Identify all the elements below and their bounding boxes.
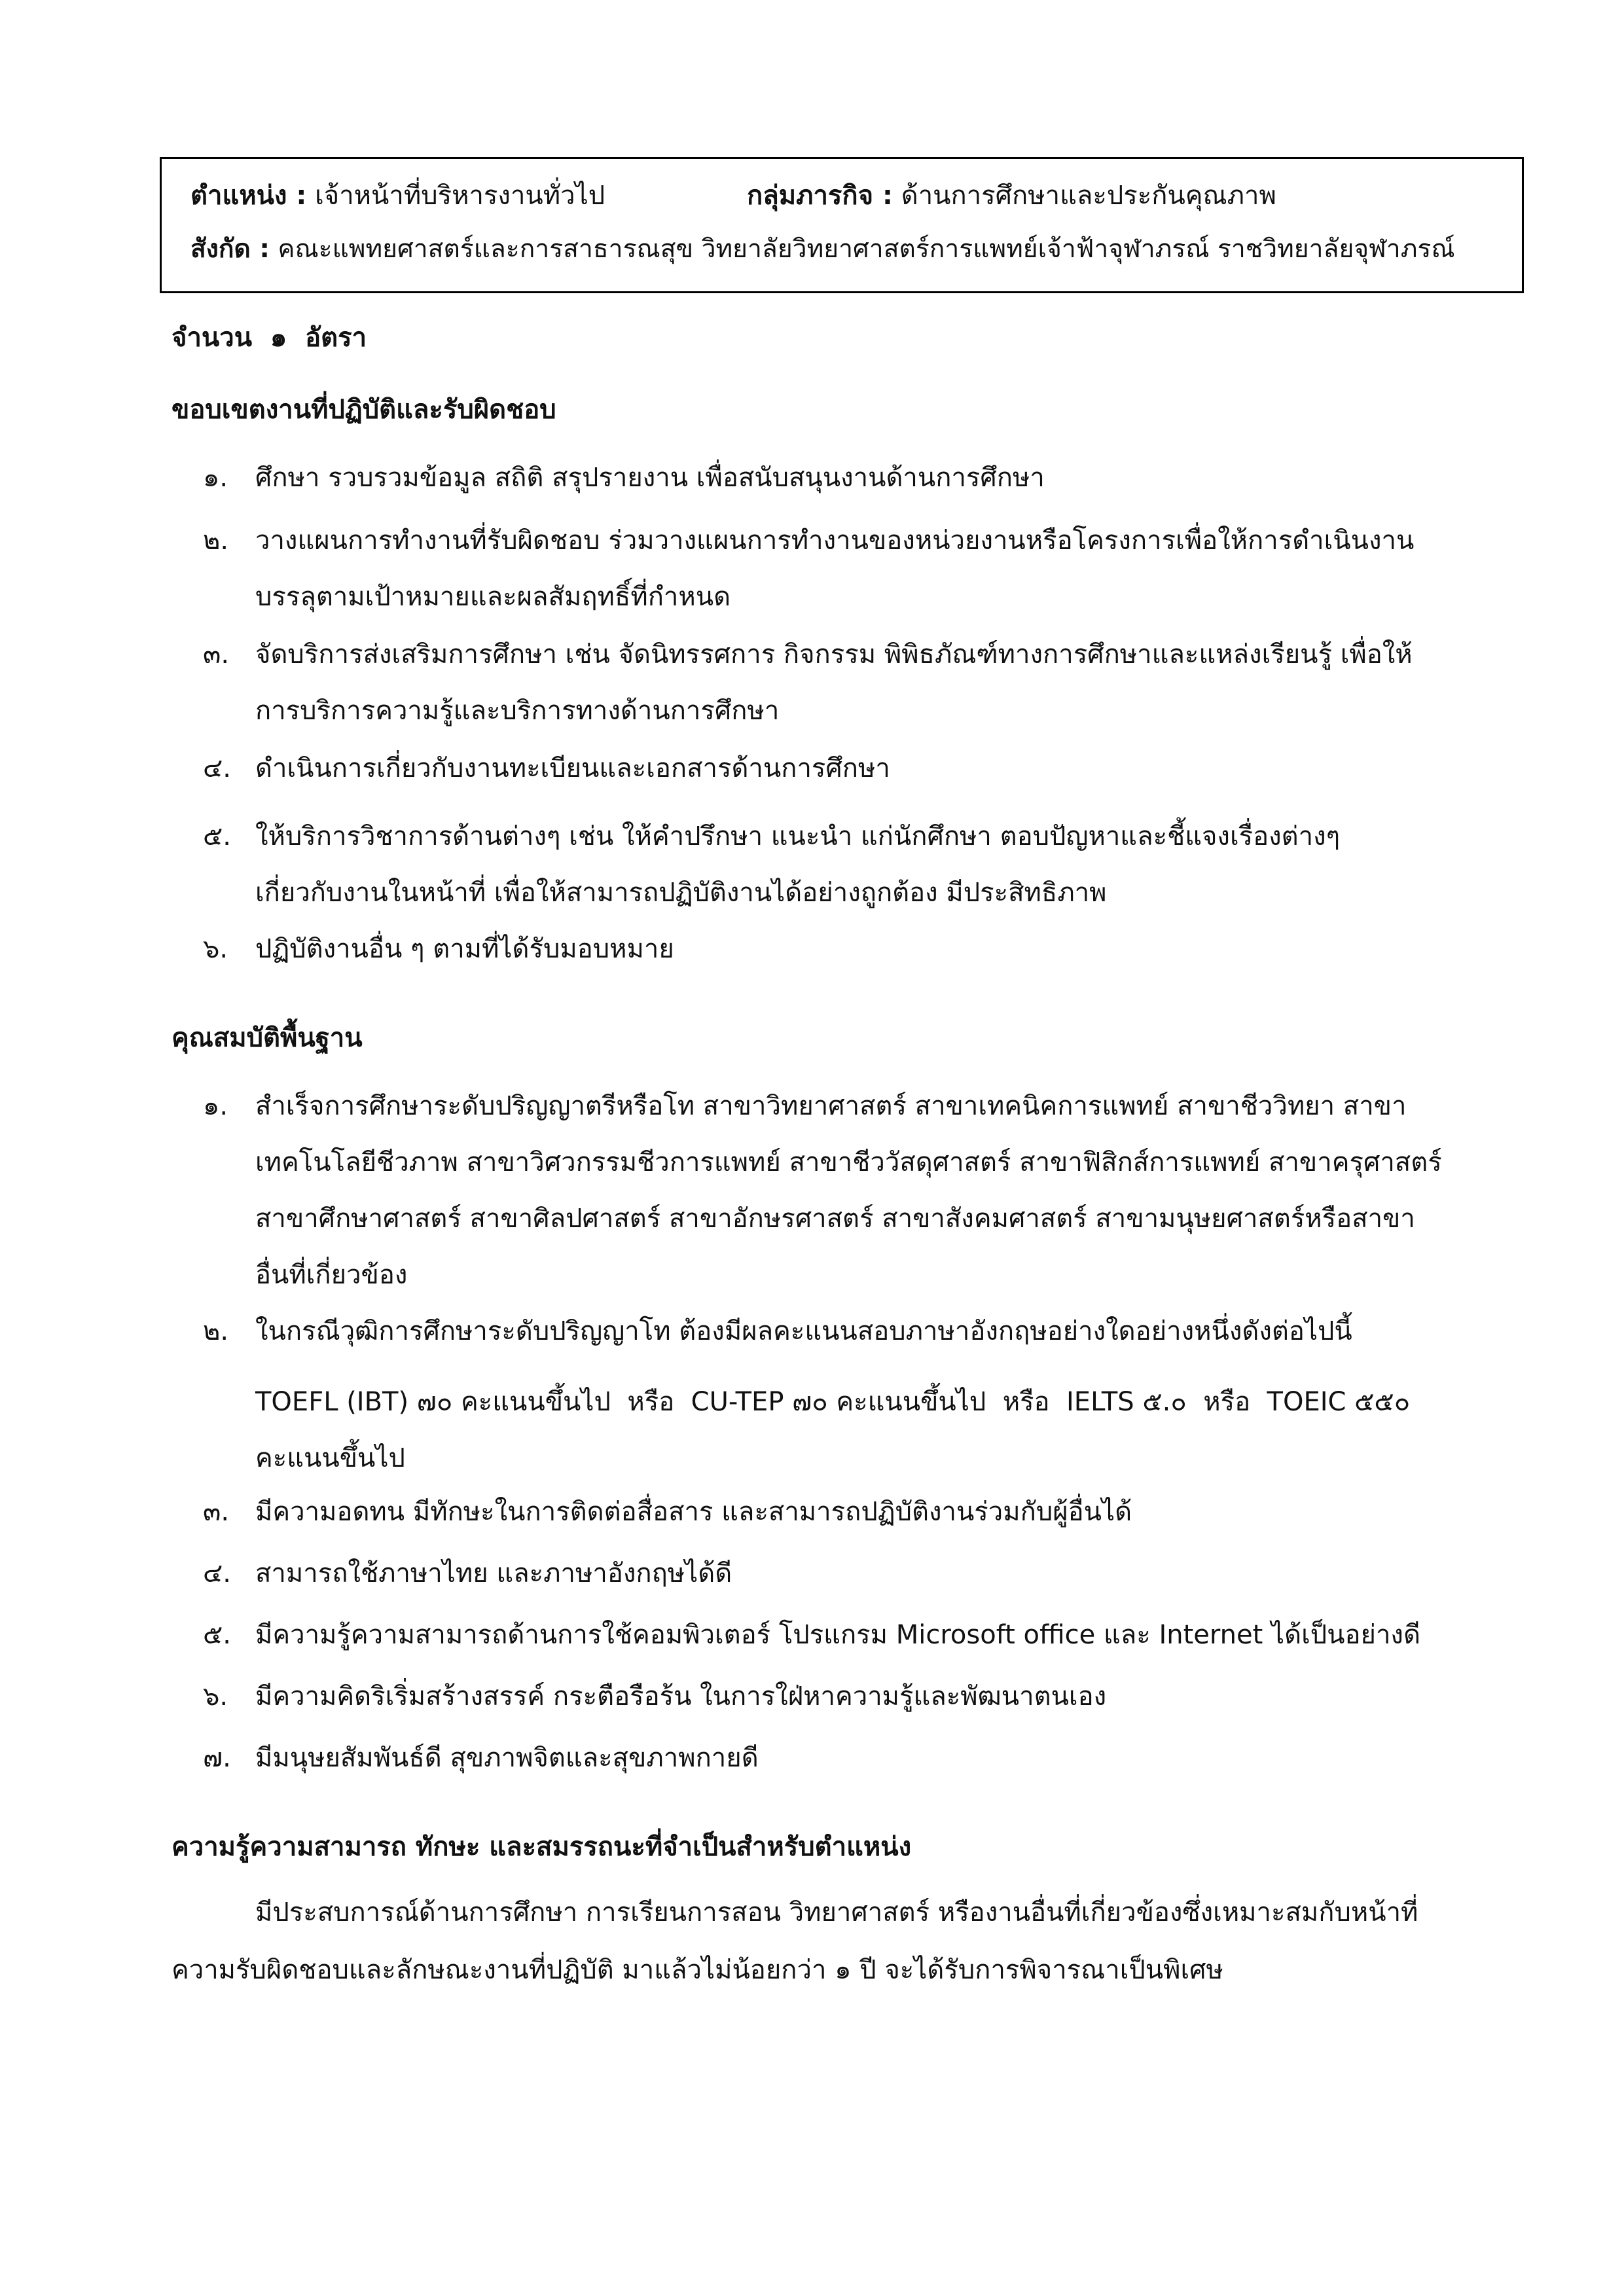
competency-heading: ความรู้ความสามารถ ทักษะ และสมรรถนะที่จำเป็นสำหรับตำแหน่ง (171, 1832, 912, 1862)
group-value: ด้านการศึกษาและประกันคุณภาพ (901, 181, 1276, 211)
qualification-text: สามารถใช้ภาษาไทย และภาษาอังกฤษได้ดี (255, 1558, 732, 1588)
duty-number: ๓. (203, 639, 230, 670)
duty-text: จัดบริการส่งเสริมการศึกษา เช่น จัดนิทรรศการ กิจกรรม พิพิธภัณฑ์ทางการศึกษาและแหล่งเรียนรู้ เพื่อให้ (255, 639, 1413, 670)
duty-number: ๔. (203, 753, 231, 783)
qualification-number: ๖. (203, 1681, 228, 1712)
qualification-text: สำเร็จการศึกษาระดับปริญญาตรีหรือโท สาขาวิทยาศาสตร์ สาขาเทคนิคการแพทย์ สาขาชีววิทยา สาขา (255, 1091, 1407, 1121)
duties-heading: ขอบเขตงานที่ปฏิบัติและรับผิดชอบ (171, 395, 556, 425)
duty-text-continued: บรรลุตามเป้าหมายและผลสัมฤทธิ์ที่กำหนด (255, 582, 731, 612)
duty-text: ศึกษา รวบรวมข้อมูล สถิติ สรุปรายงาน เพื่อสนับสนุนงานด้านการศึกษา (255, 463, 1045, 493)
qualifications-heading: คุณสมบัติพื้นฐาน (171, 1023, 363, 1053)
position-value: เจ้าหน้าที่บริหารงานทั่วไป (315, 181, 605, 211)
qualification-text: มีความคิดริเริ่มสร้างสรรค์ กระตือรือร้น ในการใฝ่หาความรู้และพัฒนาตนเอง (255, 1681, 1107, 1712)
duty-text: วางแผนการทำงานที่รับผิดชอบ ร่วมวางแผนการทำงานของหน่วยงานหรือโครงการเพื่อให้การดำเนินงาน (255, 526, 1415, 556)
qualification-text: มีมนุษยสัมพันธ์ดี สุขภาพจิตและสุขภาพกายดี (255, 1743, 759, 1773)
duty-text: ปฏิบัติงานอื่น ๆ ตามที่ได้รับมอบหมาย (255, 934, 674, 964)
duty-text: ดำเนินการเกี่ยวกับงานทะเบียนและเอกสารด้านการศึกษา (255, 753, 890, 783)
duty-number: ๑. (203, 463, 228, 493)
qualification-text-continued: เทคโนโลยีชีวภาพ สาขาวิศวกรรมชีวการแพทย์ สาขาชีววัสดุศาสตร์ สาขาฟิสิกส์การแพทย์ สาขาครุศาสตร์ (255, 1147, 1442, 1177)
qualification-text: มีความอดทน มีทักษะในการติดต่อสื่อสาร และสามารถปฏิบัติงานร่วมกับผู้อื่นได้ (255, 1497, 1132, 1527)
duty-text-continued: การบริการความรู้และบริการทางด้านการศึกษา (255, 696, 780, 726)
duty-number: ๖. (203, 934, 228, 964)
group-field (747, 176, 1276, 215)
qualification-number: ๑. (203, 1091, 228, 1121)
duty-number: ๕. (203, 821, 231, 852)
position-label: ตำแหน่ง : (190, 181, 307, 211)
position-header-box (160, 157, 1524, 293)
duty-text-continued: เกี่ยวกับงานในหน้าที่ เพื่อให้สามารถปฏิบัติงานได้อย่างถูกต้อง มีประสิทธิภาพ (255, 878, 1107, 908)
qualification-text-continued: อื่นที่เกี่ยวข้อง (255, 1260, 408, 1290)
qualification-number: ๕. (203, 1620, 231, 1650)
qualification-text-continued: TOEFL (IBT) ๗๐ คะแนนขึ้นไป หรือ CU-TEP ๗๐ คะแนนขึ้นไป หรือ IELTS ๕.๐ หรือ TOEIC ๕๕๐ (255, 1387, 1411, 1417)
qualification-number: ๓. (203, 1497, 230, 1527)
qualification-text-continued: สาขาศึกษาศาสตร์ สาขาศิลปศาสตร์ สาขาอักษรศาสตร์ สาขาสังคมศาสตร์ สาขามนุษยศาสตร์หรือสาขา (255, 1204, 1415, 1234)
qualification-text-continued: คะแนนขึ้นไป (255, 1443, 405, 1473)
duty-text: ให้บริการวิชาการด้านต่างๆ เช่น ให้คำปรึกษา แนะนำ แก่นักศึกษา ตอบปัญหาและชี้แจงเรื่องต่างๆ (255, 821, 1341, 852)
qualification-text: ในกรณีวุฒิการศึกษาระดับปริญญาโท ต้องมีผลคะแนนสอบภาษาอังกฤษอย่างใดอย่างหนึ่งดังต่อไปนี้ (255, 1316, 1352, 1346)
qualification-number: ๔. (203, 1558, 231, 1588)
qualification-text: มีความรู้ความสามารถด้านการใช้คอมพิวเตอร์ โปรแกรม Microsoft office และ Internet ได้เป็นอย่างดี (255, 1620, 1420, 1650)
group-label: กลุ่มภารกิจ : (747, 181, 893, 211)
competency-text-line-2: ความรับผิดชอบและลักษณะงานที่ปฏิบัติ มาแล้วไม่น้อยกว่า ๑ ปี จะได้รับการพิจารณาเป็นพิเศษ (171, 1955, 1223, 1985)
duty-number: ๒. (203, 526, 229, 556)
affiliation-line (190, 230, 1455, 269)
affiliation-label: สังกัด : (190, 234, 270, 264)
affiliation-value: คณะแพทยศาสตร์และการสาธารณสุข วิทยาลัยวิทยาศาสตร์การแพทย์เจ้าฟ้าจุฬาภรณ์ ราชวิทยาลัยจุฬาภรณ์ (278, 234, 1455, 264)
qualification-number: ๒. (203, 1316, 229, 1346)
qualification-number: ๗. (203, 1743, 231, 1773)
position-line (190, 176, 1276, 215)
competency-text-line-1: มีประสบการณ์ด้านการศึกษา การเรียนการสอน วิทยาศาสตร์ หรืองานอื่นที่เกี่ยวข้องซึ่งเหมาะสมกับหน้าที่ (255, 1897, 1418, 1928)
position-quota: จำนวน ๑ อัตรา (171, 323, 367, 353)
